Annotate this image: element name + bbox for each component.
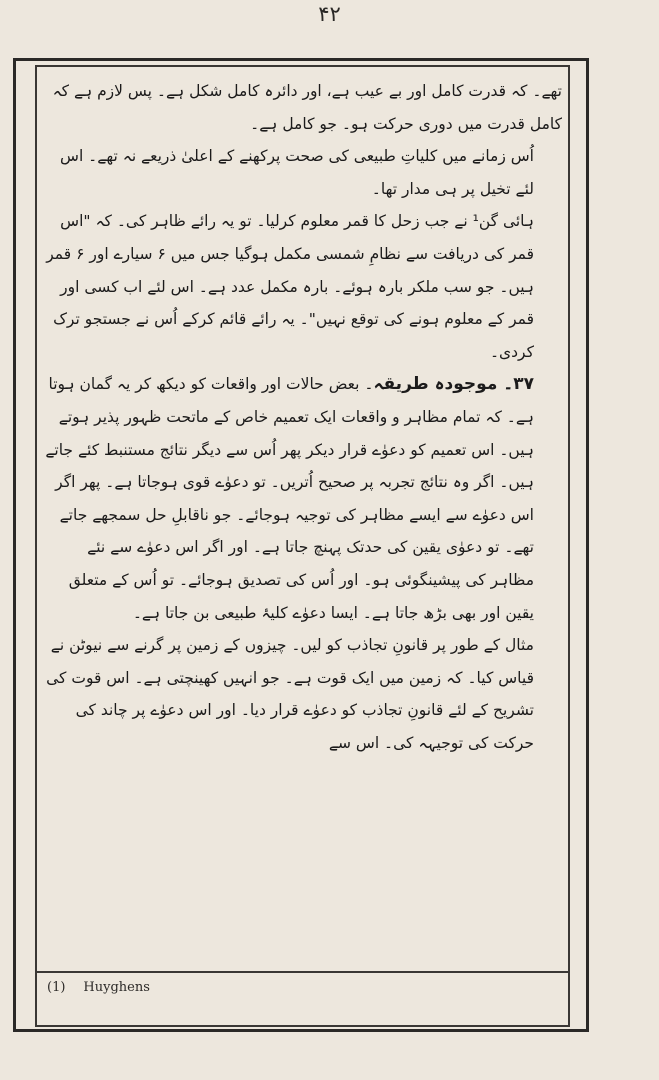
footnote-number: (1) — [47, 980, 66, 995]
paragraph-3 — [45, 205, 562, 368]
paragraph-4 — [45, 368, 562, 629]
section-heading: ۳۷۔ موجودہ طریقہ — [373, 374, 534, 395]
page-number: ۴۲ — [318, 2, 341, 26]
footnote — [47, 980, 150, 995]
paragraph-1-text: تھے۔ کہ قدرت کامل اور بے عیب ہے، اور دائرہ کامل شکل ہے۔ پس لازم ہے کہ کامل قدرت میں دوری حرکت ہو۔ جو کامل ہے۔ — [52, 82, 562, 133]
footnote-text: Huyghens — [83, 980, 150, 995]
body-text — [45, 75, 562, 759]
paragraph-1 — [45, 75, 562, 140]
paragraph-2 — [45, 140, 562, 205]
paragraph-2-text: اُس زمانے میں کلیاتِ طبیعی کی صحت پرکھنے کے اعلیٰ ذریعے نہ تھے۔ اس لئے تخیل پر ہی مدار تھا۔ — [60, 147, 534, 198]
footnote-divider — [37, 971, 568, 973]
paragraph-4-text: ۔ بعض حالات اور واقعات کو دیکھ کر یہ گمان ہوتا ہے۔ کہ تمام مظاہر و واقعات ایک تعمیم خاص کے ماتحت ظہور پذیر ہوتے ہیں۔ اس تعمیم کو دعوٰے قرار دیکر پھر اُس سے دیگر نتائج مستنبط کئے جاتے ہیں۔ اگر وہ نتائج تجربہ پر صحیح اُتریں۔ تو دعوٰے قوی ہوجاتا ہے۔ پھر اگر اس دعوٰے سے ایسے مظاہر کی توجیہ ہوجائے۔ جو ناقابلِ حل سمجھے جاتے تھے۔ تو دعوٰی یقین کی حدتک پہنچ جاتا ہے۔ اور اگر اس دعوٰے سے نئے مظاہر کی پیشینگوئی ہو۔ اور اُس کی تصدیق ہوجائے۔ تو اُس کے متعلق یقین اور بھی بڑھ جاتا ہے۔ ایسا دعوٰے کلیۂ طبیعی بن جاتا ہے۔ — [45, 375, 534, 622]
paragraph-5 — [45, 629, 562, 759]
paragraph-3-text: ہائی گن¹ نے جب زحل کا قمر معلوم کرلیا۔ تو یہ رائے ظاہر کی۔ کہ "اس قمر کی دریافت سے نظامِ شمسی مکمل ہوگیا جس میں ۶ سیارے اور ۶ قمر ہیں۔ جو سب ملکر بارہ ہوئے۔ بارہ مکمل عدد ہے۔ اس لئے اب کسی اور قمر کے معلوم ہونے کی توقع نہیں"۔ یہ رائے قائم کرکے اُس نے جستجو ترک کردی۔ — [46, 212, 534, 361]
text-frame — [35, 65, 570, 1027]
paragraph-5-text: مثال کے طور پر قانونِ تجاذب کو لیں۔ چیزوں کے زمین پر گرنے سے نیوٹن نے قیاس کیا۔ کہ زمین میں ایک قوت ہے۔ جو انہیں کھینچتی ہے۔ اس قوت کی تشریح کے لئے قانونِ تجاذب کو دعوٰے قرار دیا۔ اور اس دعوٰے پر چاند کی حرکت کی توجیہہ کی۔ اس سے — [46, 636, 534, 752]
